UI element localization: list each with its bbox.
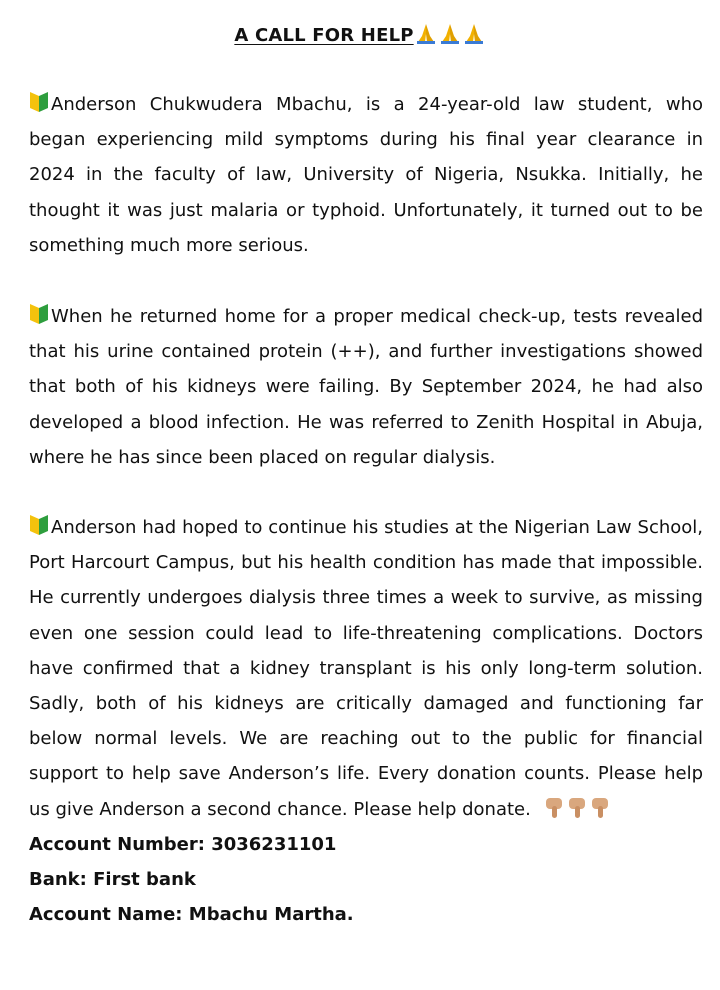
paragraph-symptoms [29, 87, 703, 263]
paragraph-appeal [29, 510, 703, 827]
page-title [0, 22, 720, 46]
account-name: Account Name: Mbachu Martha. [29, 904, 354, 925]
title-text: A CALL FOR HELP [234, 25, 414, 46]
account-number: Account Number: 3036231101 [29, 834, 337, 855]
pointing-down-emoji-group [542, 799, 611, 820]
beginner-symbol-icon [29, 514, 49, 536]
beginner-symbol-icon [29, 303, 49, 325]
bank-name: Bank: First bank [29, 869, 196, 890]
pray-emoji-group [414, 25, 486, 46]
pointing-down-icon [589, 796, 611, 820]
paragraph-text: Anderson Chukwudera Mbachu, is a 24-year-old law student, who began experiencing mild symptoms during his final year clearance in 2024 in the faculty of law, University of Nigeria, Nsukka. Initially, he thought it was just malaria or typhoid. Unfortunately, it turned out to be something much more serious. [29, 94, 703, 256]
beginner-symbol-icon [29, 91, 49, 113]
pointing-down-icon [543, 796, 565, 820]
pray-icon [414, 22, 438, 44]
pointing-down-icon [566, 796, 588, 820]
paragraph-text: Anderson had hoped to continue his studies at the Nigerian Law School, Port Harcourt Campus, but his health condition has made that impossible. He currently undergoes dialysis three times a week to survive, as missing even one session could lead to life-threatening complications. Doctors have confirmed that a kidney transplant is his only long-term solution. Sadly, both of his kidneys are critically damaged and functioning far below normal levels. We are reaching out to the public for financial support to help save Anderson’s life. Every donation counts. Please help us give Anderson a second chance. Please help donate. [29, 517, 703, 820]
pray-icon [438, 22, 462, 44]
paragraph-diagnosis [29, 299, 703, 475]
pray-icon [462, 22, 486, 44]
paragraph-text: When he returned home for a proper medical check-up, tests revealed that his urine contained protein (++), and further investigations showed that both of his kidneys were failing. By September 2024, he had also developed a blood infection. He was referred to Zenith Hospital in Abuja, where he has since been placed on regular dialysis. [29, 306, 703, 468]
